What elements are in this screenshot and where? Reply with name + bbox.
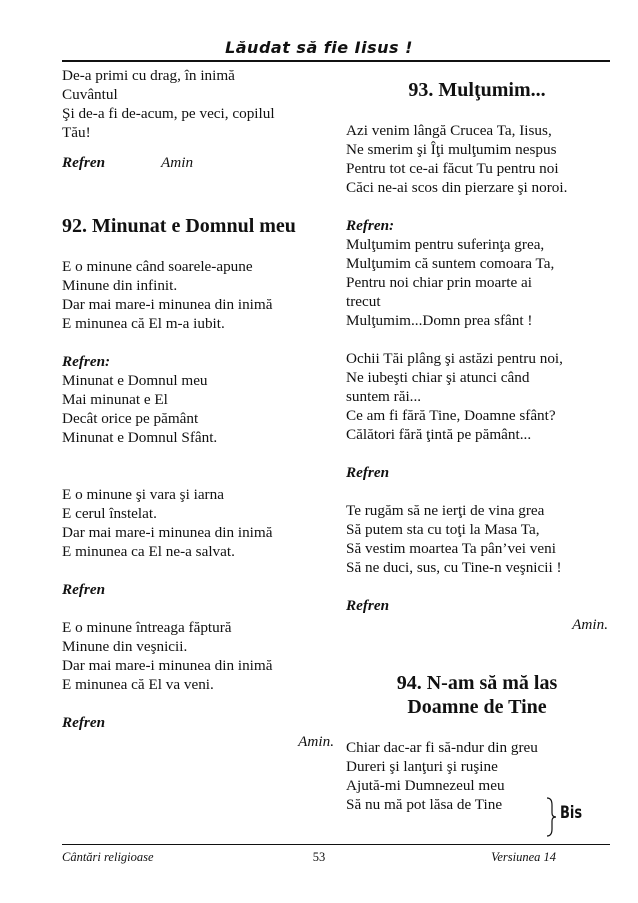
verse-line: Dar mai mare-i minunea din inimă	[62, 296, 273, 313]
song-93-title: 93. Mulţumim...	[408, 79, 546, 101]
verse-line: suntem răi...	[346, 388, 422, 405]
intro-line: De-a primi cu drag, în inimă	[62, 67, 235, 84]
left-column	[62, 66, 334, 751]
intro-line: Şi de-a fi de-acum, pe veci, copilul	[62, 105, 275, 122]
refren-label: Refren	[62, 581, 106, 598]
song-92-verse-3	[62, 618, 334, 694]
refren-line: Decât orice pe pământ	[62, 410, 199, 427]
verse-line: Dar mai mare-i minunea din inimă	[62, 657, 273, 674]
verse-line: E cerul înstelat.	[62, 505, 157, 522]
verse-line: E o minune când soarele-apune	[62, 258, 253, 275]
amin-text: Amin.	[572, 616, 608, 633]
verse-line: E minunea că El m-a iubit.	[62, 315, 225, 332]
verse-line: Ajută-mi Dumnezeul meu	[346, 777, 505, 794]
refren-heading: Refren:	[346, 217, 395, 234]
song-93-verse-1	[346, 121, 608, 197]
verse-line: Să vestim moartea Ta pân’vei veni	[346, 540, 556, 557]
amin-text: Amin.	[298, 733, 334, 750]
song-92-title: 92. Minunat e Domnul meu	[62, 215, 296, 237]
refren-line: Mulţumim...Domn prea sfânt !	[346, 312, 533, 329]
song-93-refren	[346, 216, 608, 330]
footer-book-title: Cântări religioase	[62, 850, 154, 864]
refren-row	[62, 153, 334, 172]
verse-line: Dar mai mare-i minunea din inimă	[62, 524, 273, 541]
amin-text: Amin	[161, 154, 194, 171]
verse-line: Căci ne-ai scos din pierzare şi noroi.	[346, 179, 568, 196]
verse-line: Să ne duci, sus, cu Tine-n veşnicii !	[346, 559, 562, 576]
song-92-verse-2	[62, 485, 334, 561]
verse-line: Ne iubeşti chiar şi atunci când	[346, 369, 530, 386]
refren-line: Mai minunat e El	[62, 391, 168, 408]
refren-line: Pentru noi chiar prin moarte ai	[346, 274, 532, 291]
song-94-title-line: 94. N-am să mă las	[396, 672, 558, 694]
refren-heading: Refren:	[62, 353, 111, 370]
intro-line: Cuvântul	[62, 86, 118, 103]
refren-line: trecut	[346, 293, 381, 310]
refren-label: Refren	[62, 714, 106, 731]
verse-line: Să nu mă pot lăsa de Tine	[346, 796, 503, 813]
song-92-refren	[62, 352, 334, 447]
footer-rule	[62, 844, 610, 845]
verse-line: Ne smerim şi Îţi mulţumim nespus	[346, 141, 557, 158]
verse-line: Dureri şi lanţuri şi ruşine	[346, 758, 498, 775]
refren-line: Mulţumim pentru suferinţa grea,	[346, 236, 545, 253]
refren-label: Refren	[346, 597, 390, 614]
verse-line: Să putem sta cu toţi la Masa Ta,	[346, 521, 540, 538]
header-rule	[62, 60, 610, 62]
verse-line: Minune din infinit.	[62, 277, 178, 294]
song-92-verse-1	[62, 257, 334, 333]
verse-line: Ce am fi fără Tine, Doamne sfânt?	[346, 407, 556, 424]
page-header-title: Lăudat să fie Iisus !	[225, 38, 413, 57]
verse-line: Ochii Tăi plâng şi astăzi pentru noi,	[346, 350, 563, 367]
verse-line: Azi venim lângă Crucea Ta, Iisus,	[346, 122, 552, 139]
refren-line: Mulţumim că suntem comoara Ta,	[346, 255, 555, 272]
right-column	[346, 78, 608, 814]
verse-line: E minunea ca El ne-a salvat.	[62, 543, 235, 560]
song-94-verse-1	[346, 738, 608, 814]
curly-brace-icon	[546, 797, 556, 837]
verse-line: Minune din veşnicii.	[62, 638, 188, 655]
song-94-title-line: Doamne de Tine	[407, 696, 547, 718]
song-94-title	[346, 671, 608, 719]
verse-line: E minunea că El va veni.	[62, 676, 214, 693]
verse-line: Te rugăm să ne ierţi de vina grea	[346, 502, 545, 519]
bis-label: Bis	[560, 803, 583, 824]
song-93-verse-2	[346, 349, 608, 444]
verse-line: E o minune întreaga făptură	[62, 619, 232, 636]
verse-line: Chiar dac-ar fi să-ndur din greu	[346, 739, 538, 756]
verse-line: Călători fără ţintă pe pământ...	[346, 426, 532, 443]
verse-line: E o minune şi vara şi iarna	[62, 486, 224, 503]
refren-label: Refren	[346, 464, 390, 481]
refren-line: Minunat e Domnul Sfânt.	[62, 429, 218, 446]
intro-line: Tău!	[62, 124, 91, 141]
verse-line: Pentru tot ce-ai făcut Tu pentru noi	[346, 160, 559, 177]
song-93-verse-3	[346, 501, 608, 577]
footer-version: Versiunea 14	[491, 850, 556, 864]
refren-label: Refren	[62, 154, 106, 171]
footer-page-number: 53	[312, 850, 326, 864]
refren-line: Minunat e Domnul meu	[62, 372, 208, 389]
